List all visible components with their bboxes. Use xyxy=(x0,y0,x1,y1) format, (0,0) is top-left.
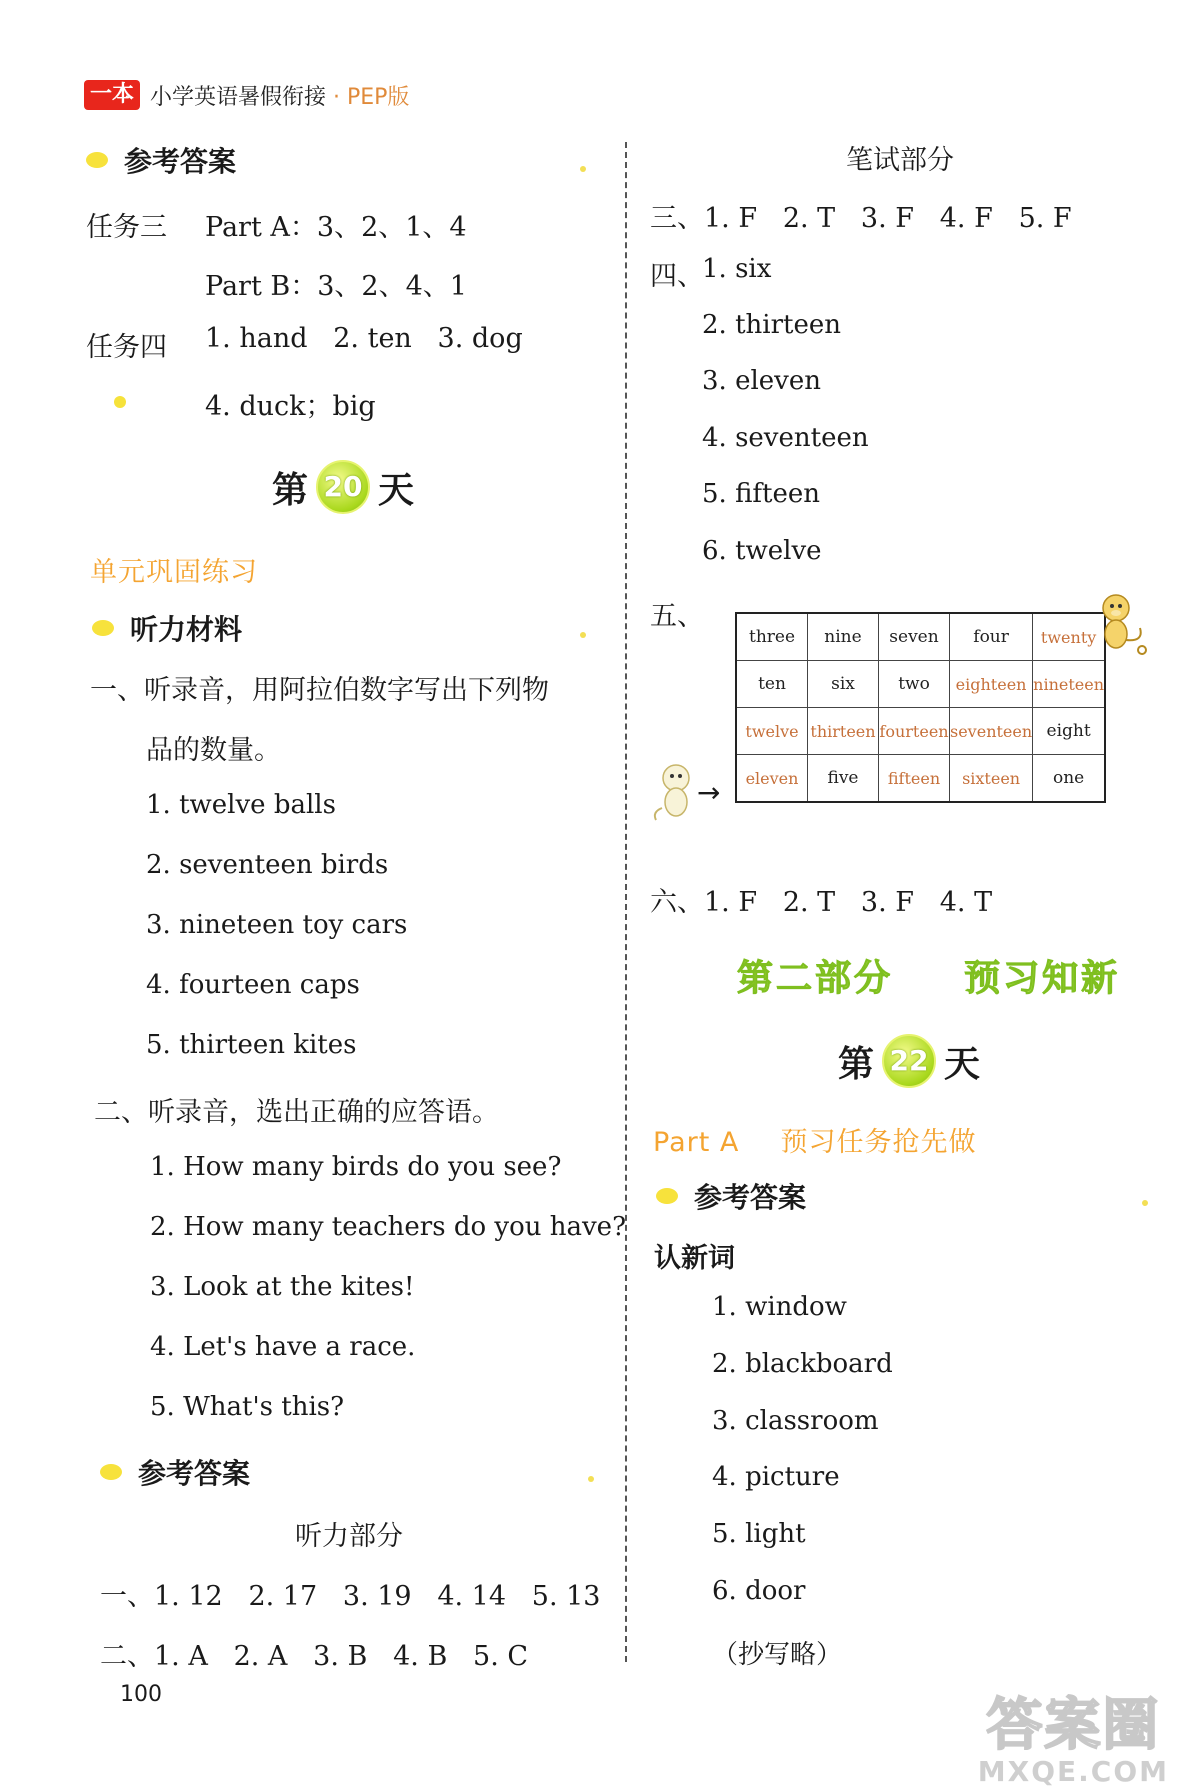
q2-item: 4. Let's have a race. xyxy=(150,1332,416,1362)
word-item: 4. picture xyxy=(712,1462,840,1492)
grid-cell-highlighted: eleven xyxy=(736,755,808,803)
grid-cell: two xyxy=(879,661,950,708)
written-part-heading: 笔试部分 xyxy=(846,145,954,176)
brand-badge: 一本 xyxy=(84,80,140,110)
word-item: 2. blackboard xyxy=(712,1349,893,1379)
header-series: 小学英语暑假衔接 xyxy=(150,85,327,110)
header-title xyxy=(150,80,409,111)
grid-cell-highlighted: fifteen xyxy=(879,755,950,803)
grid-cell: three xyxy=(736,613,808,661)
grid-cell-highlighted: sixteen xyxy=(950,755,1033,803)
q1-item: 2. seventeen birds xyxy=(146,850,389,880)
page-number: 100 xyxy=(120,1682,162,1707)
answers-section-4-label: 四、 xyxy=(650,261,704,292)
partA-heading: Part A 预习任务抢先做 xyxy=(653,1127,977,1158)
task3-label: 任务三 xyxy=(86,212,167,243)
grid-cell-highlighted: fourteen xyxy=(879,708,950,755)
grid-cell: one xyxy=(1033,755,1105,803)
decor-dot xyxy=(114,396,126,408)
word-item: 3. classroom xyxy=(712,1406,879,1436)
part2-heading: 第二部分 预习知新 xyxy=(737,958,1121,999)
task3-partB: Part B：3、2、4、1 xyxy=(205,271,467,302)
q1-item: 1. twelve balls xyxy=(146,790,336,820)
q1-title-line2: 品的数量。 xyxy=(146,735,281,766)
grid-cell: five xyxy=(808,755,879,803)
ans4-item: 4. seventeen xyxy=(702,423,869,453)
ans4-item: 6. twelve xyxy=(702,536,822,566)
bullet-icon xyxy=(92,620,114,636)
header-edition: · PEP版 xyxy=(333,85,410,110)
grid-cell: six xyxy=(808,661,879,708)
answers-section-1: 一、1. 12 2. 17 3. 19 4. 14 5. 13 xyxy=(100,1581,601,1612)
decor-dot xyxy=(588,1476,594,1482)
answers-section-6: 六、1. F 2. T 3. F 4. T xyxy=(650,887,993,918)
monkey-icon xyxy=(1092,590,1154,656)
word-item: 5. light xyxy=(712,1519,806,1549)
q2-item: 2. How many teachers do you have? xyxy=(150,1212,627,1242)
word-item: 6. door xyxy=(712,1576,806,1606)
grid-cell-highlighted: twenty xyxy=(1033,613,1105,661)
answers-section-5-label: 五、 xyxy=(650,601,704,632)
answers-heading-2: 参考答案 xyxy=(100,1452,250,1492)
new-words-heading: 认新词 xyxy=(654,1243,735,1274)
ans4-item: 1. six xyxy=(702,254,772,284)
word-item: 1. window xyxy=(712,1292,847,1322)
decor-dot xyxy=(580,166,586,172)
task4-line2: 4. duck；big xyxy=(205,391,376,422)
ans4-item: 3. eleven xyxy=(702,366,821,396)
listening-heading: 听力材料 xyxy=(92,608,242,648)
q2-item: 5. What's this? xyxy=(150,1392,345,1422)
answers-heading-3: 参考答案 xyxy=(656,1176,806,1216)
bullet-icon xyxy=(86,152,108,168)
number-word-grid xyxy=(735,612,1106,803)
unit-practice-heading: 单元巩固练习 xyxy=(90,557,258,588)
grid-cell: seven xyxy=(879,613,950,661)
ans4-item: 2. thirteen xyxy=(702,310,841,340)
grid-cell-highlighted: seventeen xyxy=(950,708,1033,755)
listening-part-heading: 听力部分 xyxy=(295,1521,403,1552)
decor-dot xyxy=(580,632,586,638)
answers-heading-1: 参考答案 xyxy=(86,140,236,180)
column-divider xyxy=(625,142,627,1662)
grid-cell: nine xyxy=(808,613,879,661)
grid-cell: ten xyxy=(736,661,808,708)
answers-section-3: 三、1. F 2. T 3. F 4. F 5. F xyxy=(650,203,1072,234)
grid-cell: four xyxy=(950,613,1033,661)
watermark: 答案圈 MXQE.COM xyxy=(977,1693,1169,1788)
q1-title-line1: 一、听录音，用阿拉伯数字写出下列物 xyxy=(90,675,549,706)
q1-item: 3. nineteen toy cars xyxy=(146,910,408,940)
day-number-badge: 20 xyxy=(316,460,370,514)
grid-cell-highlighted: twelve xyxy=(736,708,808,755)
q1-item: 4. fourteen caps xyxy=(146,970,360,1000)
q2-title: 二、听录音，选出正确的应答语。 xyxy=(94,1097,499,1128)
task4-line1: 1. hand 2. ten 3. dog xyxy=(205,323,523,354)
q2-item: 3. Look at the kites! xyxy=(150,1272,415,1302)
decor-dot xyxy=(1142,1200,1148,1206)
day-number-badge: 22 xyxy=(882,1034,936,1088)
day-22-title: 第 22 天 xyxy=(838,1034,980,1088)
bullet-icon xyxy=(100,1464,122,1480)
task4-label: 任务四 xyxy=(86,332,167,363)
q2-item: 1. How many birds do you see? xyxy=(150,1152,562,1182)
day-20-title: 第 20 天 xyxy=(272,460,414,514)
q1-item: 5. thirteen kites xyxy=(146,1030,357,1060)
arrow-right-icon: → xyxy=(697,776,721,809)
grid-cell-highlighted: eighteen xyxy=(950,661,1033,708)
task3-partA: Part A：3、2、1、4 xyxy=(205,212,467,243)
ans4-item: 5. fifteen xyxy=(702,479,821,509)
answers-section-2: 二、1. A 2. A 3. B 4. B 5. C xyxy=(100,1641,529,1672)
grid-cell-highlighted: thirteen xyxy=(808,708,879,755)
grid-cell-highlighted: nineteen xyxy=(1033,661,1105,708)
grid-cell: eight xyxy=(1033,708,1105,755)
bullet-icon xyxy=(656,1188,678,1204)
copy-note: （抄写略） xyxy=(712,1640,843,1670)
monkey-icon xyxy=(648,760,704,822)
